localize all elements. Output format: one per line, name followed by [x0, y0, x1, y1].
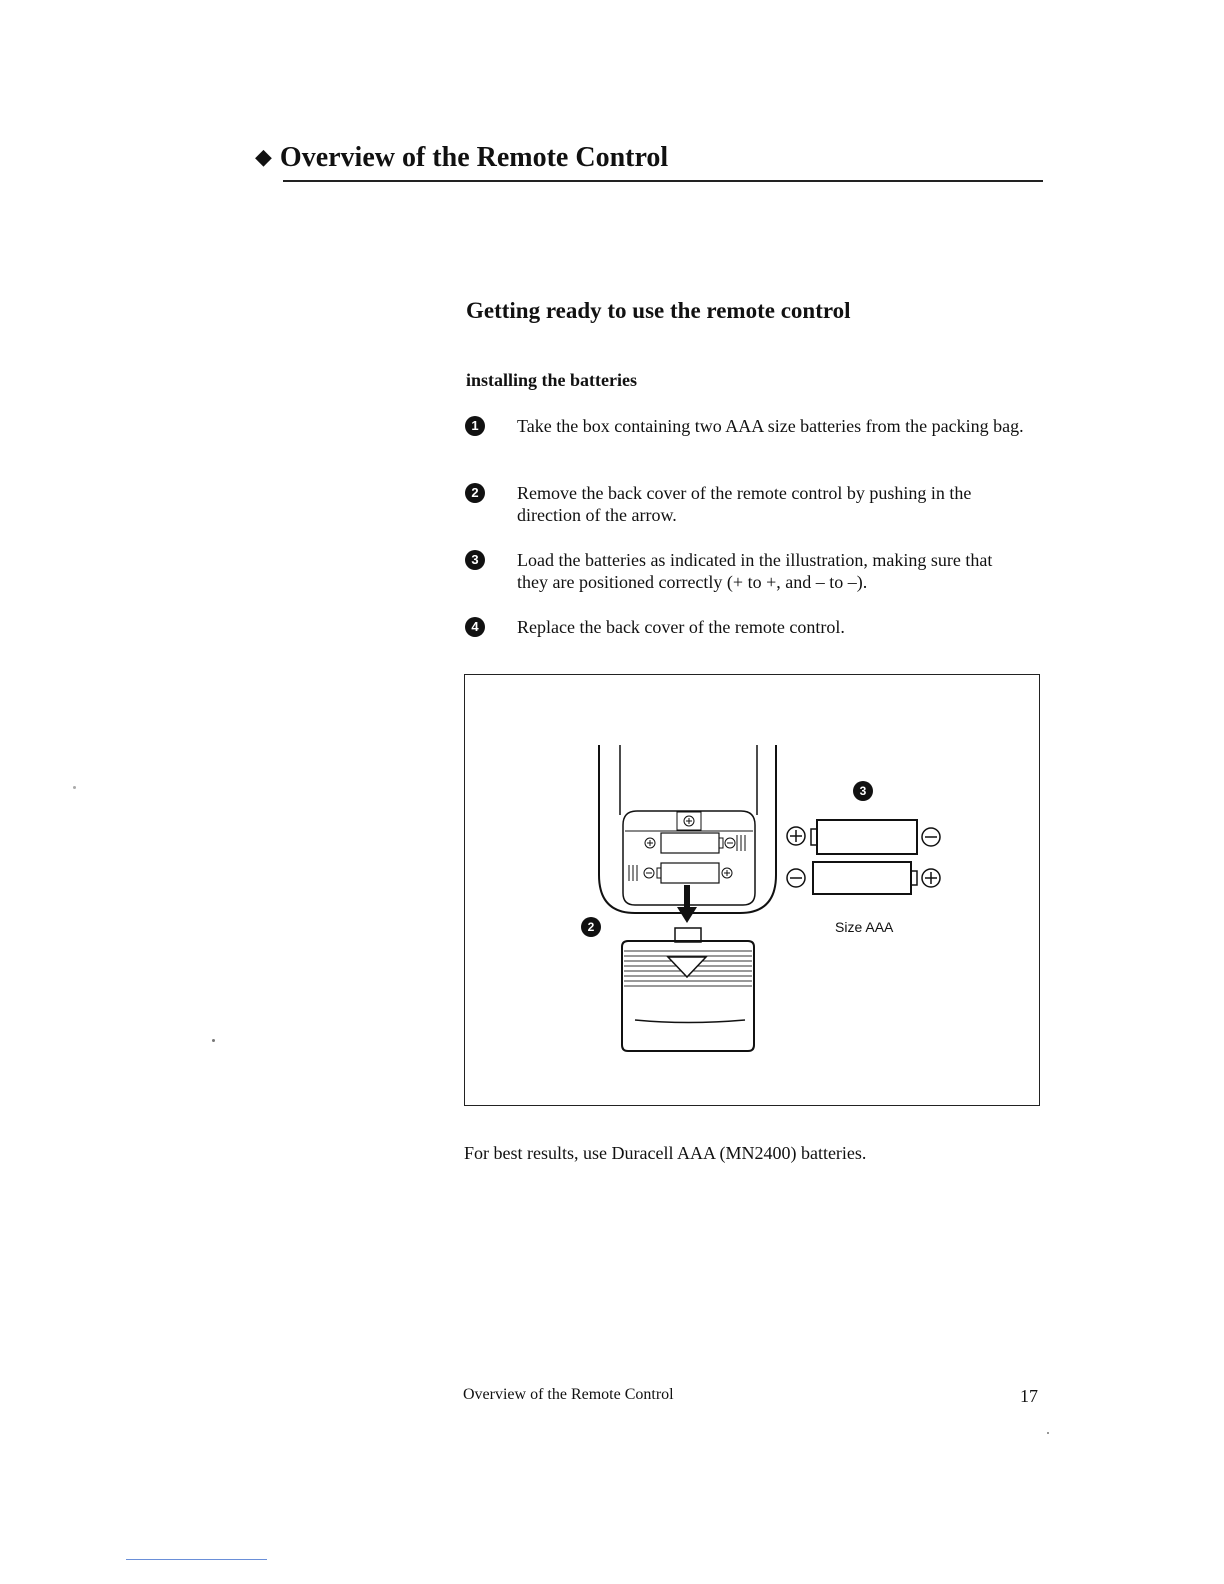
- scan-speck: [212, 1039, 215, 1042]
- page-number: 17: [1020, 1386, 1038, 1406]
- battery-size-label: Size AAA: [835, 919, 894, 935]
- battery-installation-figure: [464, 674, 1040, 1106]
- step-text: Load the batteries as indicated in the illustration, making sure that they are positioned correctly (+ to +, and – to –).: [517, 550, 993, 592]
- step-text: Remove the back cover of the remote control by pushing in the direction of the arrow.: [517, 483, 972, 525]
- step-number-icon: 4: [465, 617, 485, 637]
- step-text: Take the box containing two AAA size batteries from the packing bag.: [517, 416, 1024, 436]
- step-2: [465, 482, 1025, 528]
- step-1: [465, 415, 1025, 461]
- scan-speck: [1047, 1432, 1049, 1434]
- section-title: [255, 142, 668, 174]
- callout-3-label: 3: [859, 784, 867, 798]
- scan-speck: [73, 786, 76, 789]
- battery-installation-illustration: [465, 675, 1038, 1104]
- footer-section-name: Overview of the Remote Control: [463, 1386, 674, 1403]
- step-text: Replace the back cover of the remote control.: [517, 617, 845, 637]
- step-number-icon: 3: [465, 550, 485, 570]
- battery-note: For best results, use Duracell AAA (MN2400) batteries.: [464, 1143, 867, 1163]
- diamond-bullet-icon: ◆: [255, 144, 272, 169]
- title-rule: [283, 180, 1043, 182]
- subheading: installing the batteries: [466, 370, 637, 390]
- callout-2-label: 2: [587, 920, 595, 934]
- scan-edge-line: [126, 1559, 267, 1560]
- step-number-icon: 2: [465, 483, 485, 503]
- step-4: [465, 616, 1025, 640]
- section-title-text: Overview of the Remote Control: [279, 142, 669, 173]
- page-subtitle: Getting ready to use the remote control: [466, 298, 851, 323]
- step-number-icon: 1: [465, 416, 485, 436]
- step-3: [465, 549, 1025, 595]
